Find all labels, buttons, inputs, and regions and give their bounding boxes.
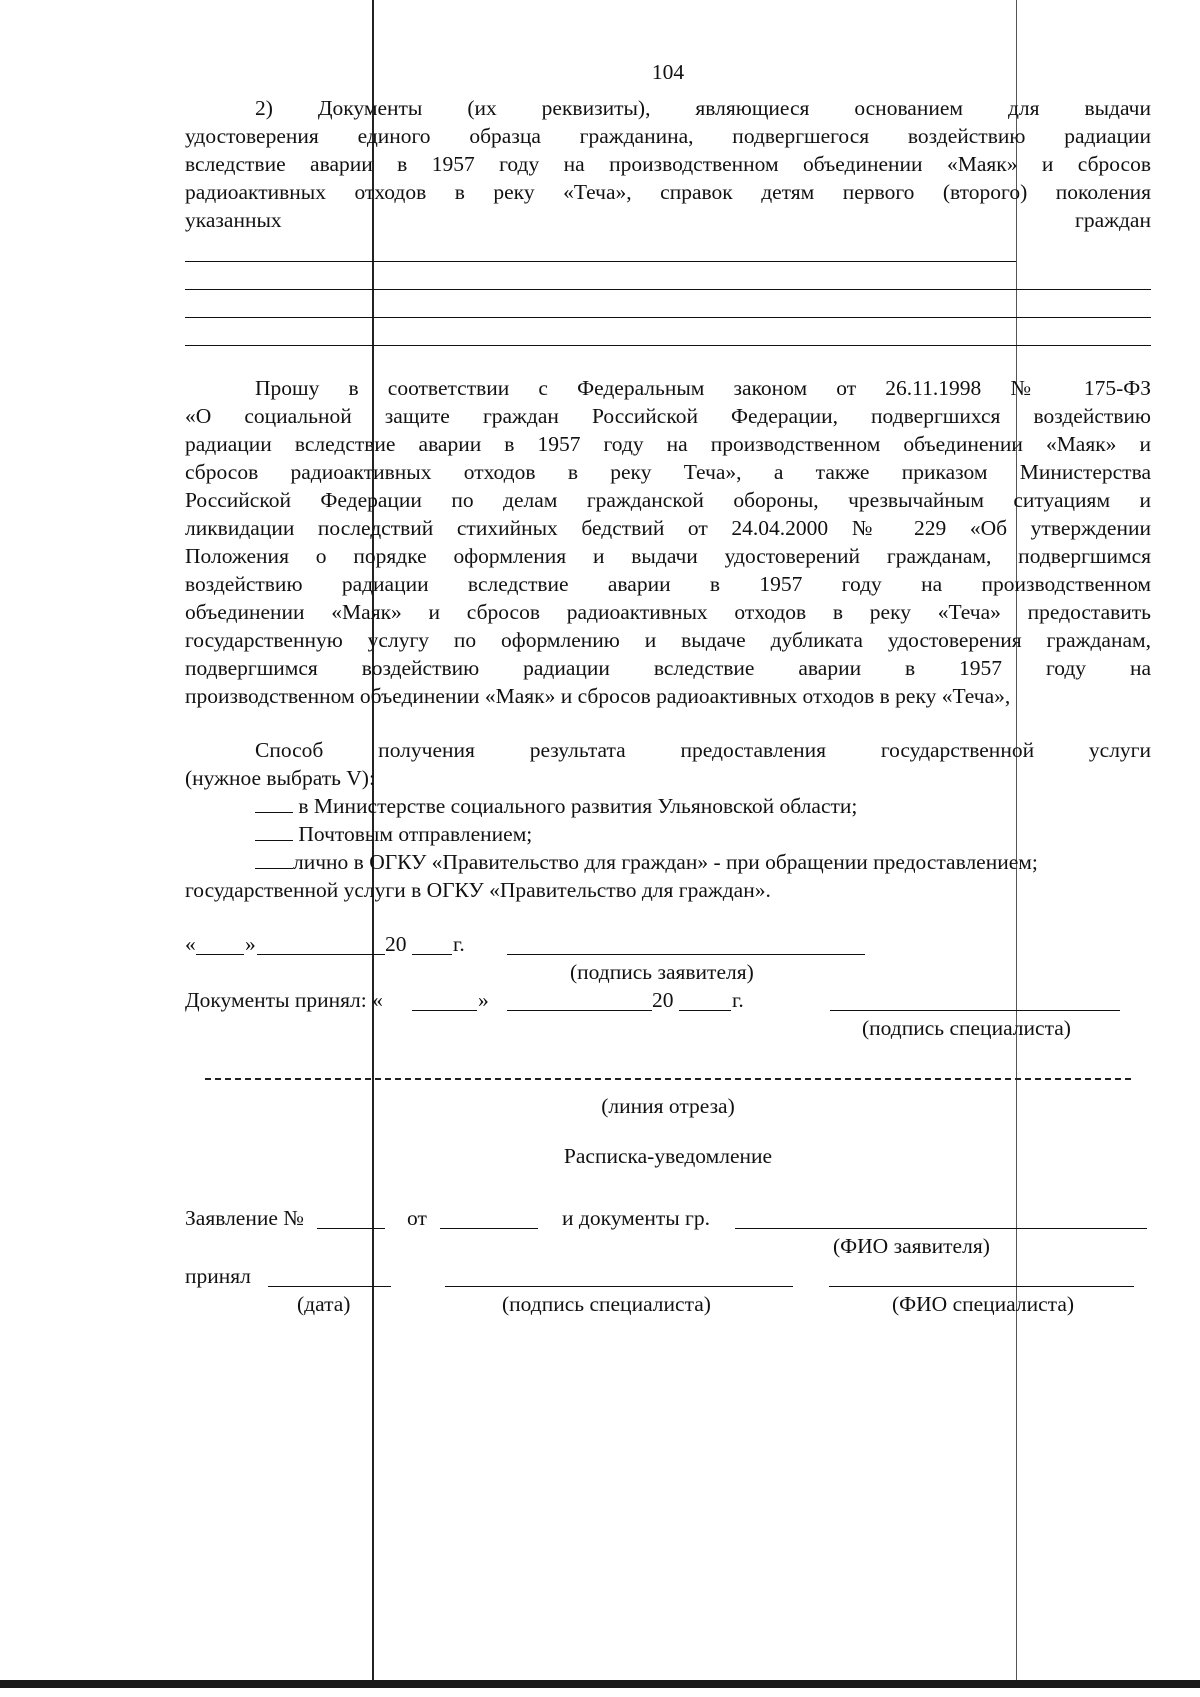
page-number: 104 bbox=[651, 60, 685, 84]
specialist-caption-row bbox=[185, 1014, 1151, 1042]
year-suffix: г. bbox=[453, 932, 465, 956]
method-option-label: в Министерстве социального развития Ульяновской области; bbox=[298, 794, 858, 818]
request-line: сбросов радиоактивных отходов в реку Теча», а также приказом Министерства bbox=[185, 460, 1151, 484]
accepted-label: Документы принял: « bbox=[185, 988, 383, 1012]
request-line: Прошу в соответствии с Федеральным законом от 26.11.1998 № 175-ФЗ bbox=[255, 376, 1151, 400]
section-2-line: вследствие аварии в 1957 году на производственном объединении «Маяк» и сбросов bbox=[185, 152, 1151, 176]
section-2-last-line bbox=[185, 206, 1151, 234]
receipt-title: Расписка-уведомление bbox=[563, 1144, 773, 1168]
accepted-row bbox=[185, 986, 1151, 1014]
accepted-year-field[interactable] bbox=[679, 990, 731, 1011]
applicant-signature-field[interactable] bbox=[507, 934, 865, 955]
accepted-month-field[interactable] bbox=[507, 990, 652, 1011]
request-line: ликвидации последствий стихийных бедствий от 24.04.2000 № 229 «Об утверждении bbox=[185, 516, 1151, 540]
applicant-signature-caption: (подпись заявителя) bbox=[570, 960, 754, 984]
specialist-fio-caption: (ФИО специалиста) bbox=[892, 1292, 1075, 1316]
method-option[interactable] bbox=[185, 820, 1151, 848]
applicant-fio-field[interactable] bbox=[735, 1208, 1147, 1229]
section-2-documents bbox=[185, 94, 1151, 346]
cut-line bbox=[205, 1078, 1131, 1080]
request-line: Российской Федерации по делам гражданской обороны, чрезвычайным ситуациям и bbox=[185, 488, 1151, 512]
year-field[interactable] bbox=[412, 934, 452, 955]
applicant-fio-caption: (ФИО заявителя) bbox=[833, 1234, 990, 1258]
specialist-signature-field[interactable] bbox=[830, 990, 1120, 1011]
receipt-accepted-row bbox=[185, 1262, 1151, 1290]
option-checkbox-line[interactable] bbox=[255, 792, 293, 813]
cut-line-label: (линия отреза) bbox=[601, 1094, 735, 1118]
receipt-accepted-label: принял bbox=[185, 1264, 251, 1288]
request-line: радиации вследствие аварии в 1957 году на производственном объединении «Маяк» и bbox=[185, 432, 1151, 456]
year-suffix: г. bbox=[732, 988, 744, 1012]
close-quote: » bbox=[478, 988, 489, 1012]
receipt-application-row bbox=[185, 1204, 1151, 1232]
section-2-line: радиоактивных отходов в реку «Теча», справок детям первого (второго) поколения bbox=[185, 180, 1151, 204]
date-caption: (дата) bbox=[297, 1292, 351, 1316]
method-section bbox=[185, 736, 1151, 904]
section-2-line: удостоверения единого образца гражданина, подвергшегося воздействию радиации bbox=[185, 124, 1151, 148]
accepted-day-field[interactable] bbox=[412, 990, 477, 1011]
method-option-label: Почтовым отправлением; bbox=[298, 822, 533, 846]
section-2-last-right: граждан bbox=[1075, 208, 1151, 232]
fill-in-line[interactable] bbox=[185, 318, 1151, 346]
receipt-date-field[interactable] bbox=[268, 1266, 391, 1287]
fill-in-line[interactable] bbox=[185, 290, 1151, 318]
specialist-signature-caption: (подпись специалиста) bbox=[862, 1016, 1071, 1040]
method-line: (нужное выбрать V): bbox=[185, 766, 375, 790]
application-number-field[interactable] bbox=[317, 1208, 385, 1229]
option-checkbox-line[interactable] bbox=[255, 820, 293, 841]
request-last-line: производственном объединении «Маяк» и сбросов радиоактивных отходов в реку «Теча», bbox=[185, 684, 1011, 708]
method-line: Способ получения результата предоставления государственной услуги bbox=[255, 738, 1151, 762]
specialist-fio-field[interactable] bbox=[829, 1266, 1134, 1287]
application-number-label: Заявление № bbox=[185, 1206, 304, 1230]
request-line: воздействию радиации вследствие аварии в 1957 году на производственном bbox=[185, 572, 1151, 596]
documents-label: и документы гр. bbox=[562, 1206, 710, 1230]
request-paragraph bbox=[185, 374, 1151, 710]
applicant-fio-caption-row bbox=[185, 1232, 1151, 1260]
fill-in-line[interactable] bbox=[185, 262, 1151, 290]
receipt-captions-row bbox=[185, 1290, 1151, 1318]
request-line: «О социальной защите граждан Российской Федерации, подвергшихся воздействию bbox=[185, 404, 1151, 428]
applicant-caption-row bbox=[185, 958, 1151, 986]
year-prefix: 20 bbox=[652, 988, 674, 1012]
application-date-field[interactable] bbox=[440, 1208, 538, 1229]
month-field[interactable] bbox=[257, 934, 385, 955]
applicant-date-row bbox=[185, 930, 1151, 958]
request-line: государственную услугу по оформлению и выдаче дубликата удостоверения гражданам, bbox=[185, 628, 1151, 652]
receipt-specialist-signature-field[interactable] bbox=[445, 1266, 793, 1287]
request-line: подвергшимся воздействию радиации вследствие аварии в 1957 году на bbox=[185, 656, 1151, 680]
method-option[interactable] bbox=[185, 848, 1151, 876]
method-continuation: государственной услуги в ОГКУ «Правительство для граждан». bbox=[185, 878, 771, 902]
open-quote: « bbox=[185, 932, 196, 956]
section-2-line: 2) Документы (их реквизиты), являющиеся основанием для выдачи bbox=[255, 96, 1151, 120]
method-option-label: лично в ОГКУ «Правительство для граждан» - при обращении предоставлением; bbox=[293, 850, 1038, 874]
receipt-specialist-signature-caption: (подпись специалиста) bbox=[502, 1292, 711, 1316]
request-line: объединении «Маяк» и сбросов радиоактивных отходов в реку «Теча» предоставить bbox=[185, 600, 1151, 624]
day-field[interactable] bbox=[196, 934, 244, 955]
close-quote: » bbox=[245, 932, 256, 956]
fill-in-line[interactable] bbox=[185, 234, 1016, 262]
year-prefix: 20 bbox=[385, 932, 407, 956]
document-page bbox=[185, 58, 1151, 1318]
from-label: от bbox=[407, 1206, 427, 1230]
option-checkbox-line[interactable] bbox=[255, 848, 293, 869]
section-2-last-left: указанных bbox=[185, 208, 282, 232]
request-line: Положения о порядке оформления и выдачи удостоверений гражданам, подвергшимся bbox=[185, 544, 1151, 568]
scan-bottom-edge bbox=[0, 1680, 1200, 1688]
method-option[interactable] bbox=[185, 792, 1151, 820]
